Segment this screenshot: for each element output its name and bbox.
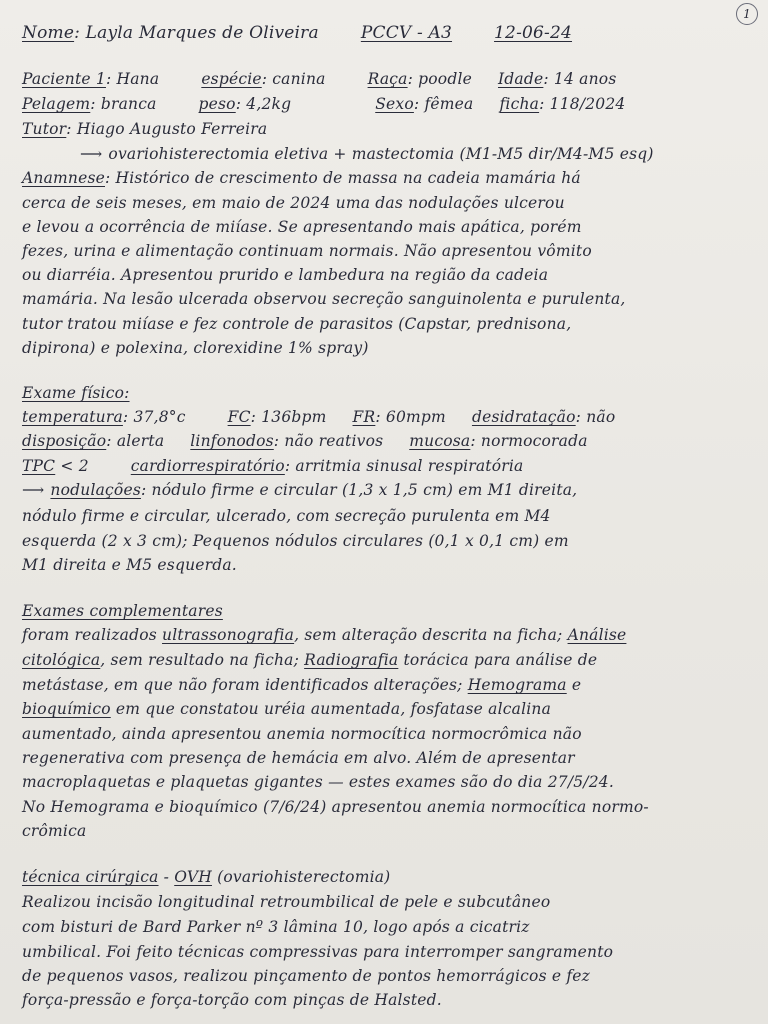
tecnica-line: força-pressão e força-torção com pinças de Halsted.	[22, 991, 442, 1009]
tecnica-line: com bisturi de Bard Parker nº 3 lâmina 10, logo após a cicatriz	[22, 918, 530, 936]
especie-value: : canina	[261, 70, 326, 88]
header-line	[22, 22, 762, 44]
fr-value: : 60mpm	[375, 408, 446, 426]
exames-text: metástase, em que não foram identificados alterações;	[22, 676, 468, 694]
exames-title	[22, 600, 762, 622]
tecnica-rest: (ovariohisterectomia)	[211, 868, 391, 886]
cardio-value: : arritmia sinusal respiratória	[284, 457, 524, 475]
procedure: ovariohisterectomia eletiva + mastectomia (M1-M5 dir/M4-M5 esq)	[108, 145, 654, 163]
exam-bioquimico: bioquímico	[22, 700, 111, 718]
paciente-label: Paciente 1	[22, 70, 106, 88]
anamnese-label: Anamnese	[22, 169, 105, 187]
fr-label: FR	[352, 408, 376, 426]
idade-value: : 14 anos	[543, 70, 617, 88]
exames-heading: Exames complementares	[22, 602, 223, 620]
procedure-line	[22, 143, 762, 165]
desid-label: desidratação	[471, 408, 576, 426]
tecnica-heading: técnica cirúrgica	[22, 868, 159, 886]
vitals-line-3	[22, 455, 762, 477]
tecnica-line: umbilical. Foi feito técnicas compressivas para interromper sangramento	[22, 943, 614, 961]
patient-line-1	[22, 68, 762, 90]
peso-value: : 4,2kg	[235, 95, 292, 113]
tutor-value: : Hiago Augusto Ferreira	[66, 120, 268, 138]
tecnica-ovh: OVH	[174, 868, 212, 886]
fc-value: : 136bpm	[250, 408, 327, 426]
exames-line: regenerativa com presença de hemácia em alvo. Além de apresentar	[22, 749, 575, 767]
ficha-label: ficha	[499, 95, 540, 113]
exames-text: torácica para análise de	[398, 651, 598, 669]
tecnica-line: de pequenos vasos, realizou pinçamento de pontos hemorrágicos e fez	[22, 967, 591, 985]
exames-line: No Hemograma e bioquímico (7/6/24) apresentou anemia normocítica normo-	[22, 798, 649, 816]
nodulacoes-line: esquerda (2 x 3 cm); Pequenos nódulos circulares (0,1 x 0,1 cm) em	[22, 532, 569, 550]
anamnese-text: : Histórico de crescimento de massa na cadeia mamária há	[105, 169, 581, 187]
exames-line: crômica	[22, 822, 87, 840]
tecnica-line: Realizou incisão longitudinal retroumbilical de pele e subcutâneo	[22, 893, 551, 911]
anamnese-line-1	[22, 167, 762, 189]
exames-line: macroplaquetas e plaquetas gigantes — estes exames são do dia 27/5/24.	[22, 773, 614, 791]
anamnese-line: fezes, urina e alimentação continuam normais. Não apresentou vômito	[22, 242, 592, 260]
tecnica-sep: -	[158, 868, 175, 886]
temp-label: temperatura	[22, 408, 123, 426]
exames-text: , sem resultado na ficha;	[100, 651, 305, 669]
page-number: 1	[736, 3, 758, 25]
disp-value: : alerta	[106, 432, 165, 450]
turma: PCCV - A3	[360, 23, 453, 43]
patient-line-2	[22, 93, 762, 115]
idade-label: Idade	[497, 70, 544, 88]
cardio-label: cardiorrespiratório	[130, 457, 285, 475]
patient-line-3	[22, 118, 762, 140]
vitals-line-1	[22, 406, 762, 428]
nod-text: : nódulo firme e circular (1,3 x 1,5 cm) em M1 direita,	[140, 481, 578, 499]
nodulacoes-line: nódulo firme e circular, ulcerado, com secreção purulenta em M4	[22, 507, 551, 525]
raca-value: : poodle	[407, 70, 472, 88]
anamnese-line: e levou a ocorrência de miíase. Se apresentando mais apática, porém	[22, 218, 582, 236]
exames-text: e	[566, 676, 582, 694]
anamnese-line: mamária. Na lesão ulcerada observou secreção sanguinolenta e purulenta,	[22, 290, 626, 308]
desid-value: : não	[575, 408, 616, 426]
exam-citologica: citológica	[22, 651, 101, 669]
linf-label: linfonodos	[190, 432, 274, 450]
anamnese-line: cerca de seis meses, em maio de 2024 uma das nodulações ulcerou	[22, 194, 565, 212]
mucosa-label: mucosa	[409, 432, 471, 450]
nome-label: Nome	[22, 23, 75, 43]
fc-label: FC	[227, 408, 251, 426]
nodulacoes-line: M1 direita e M5 esquerda.	[22, 556, 237, 574]
exame-fisico-title	[22, 382, 762, 404]
disp-label: disposição	[22, 432, 107, 450]
exames-line	[22, 649, 762, 671]
exames-text: , sem alteração descrita na ficha;	[294, 626, 568, 644]
nome-value: : Layla Marques de Oliveira	[74, 23, 319, 43]
tutor-label: Tutor	[22, 120, 67, 138]
mucosa-value: : normocorada	[470, 432, 588, 450]
anamnese-line: tutor tratou miíase e fez controle de parasitos (Capstar, prednisona,	[22, 315, 572, 333]
nod-label: nodulações	[50, 481, 141, 499]
pelagem-value: : branca	[90, 95, 157, 113]
tecnica-title	[22, 866, 762, 888]
exam-radiografia: Radiografia	[304, 651, 399, 669]
exames-text: foram realizados	[22, 626, 163, 644]
paciente-value: : Hana	[105, 70, 160, 88]
exames-line	[22, 698, 762, 720]
exam-ultrassonografia: ultrassonografia	[162, 626, 295, 644]
exame-fisico-heading: Exame físico:	[22, 384, 130, 402]
exam-analise: Análise	[567, 626, 627, 644]
ficha-value: : 118/2024	[539, 95, 626, 113]
exames-line	[22, 674, 762, 696]
arrow-icon: ⟶	[80, 145, 103, 163]
nodulacoes-line	[22, 479, 762, 501]
linf-value: : não reativos	[273, 432, 384, 450]
arrow-icon: ⟶	[22, 481, 45, 499]
sexo-value: : fêmea	[413, 95, 474, 113]
date: 12-06-24	[494, 23, 573, 43]
exames-text: em que constatou uréia aumentada, fosfatase alcalina	[110, 700, 552, 718]
especie-label: espécie	[201, 70, 262, 88]
exames-line: aumentado, ainda apresentou anemia normocítica normocrômica não	[22, 725, 582, 743]
peso-label: peso	[198, 95, 236, 113]
raca-label: Raça	[367, 70, 408, 88]
vitals-line-2	[22, 430, 762, 452]
exam-hemograma: Hemograma	[467, 676, 567, 694]
pelagem-label: Pelagem	[22, 95, 91, 113]
exames-line	[22, 624, 762, 646]
tpc-label: TPC	[22, 457, 56, 475]
tpc-value: < 2	[60, 457, 89, 475]
sexo-label: Sexo	[375, 95, 414, 113]
temp-value: : 37,8°c	[122, 408, 186, 426]
anamnese-line: ou diarréia. Apresentou prurido e lambedura na região da cadeia	[22, 266, 549, 284]
anamnese-line: dipirona) e polexina, clorexidine 1% spray)	[22, 339, 369, 357]
